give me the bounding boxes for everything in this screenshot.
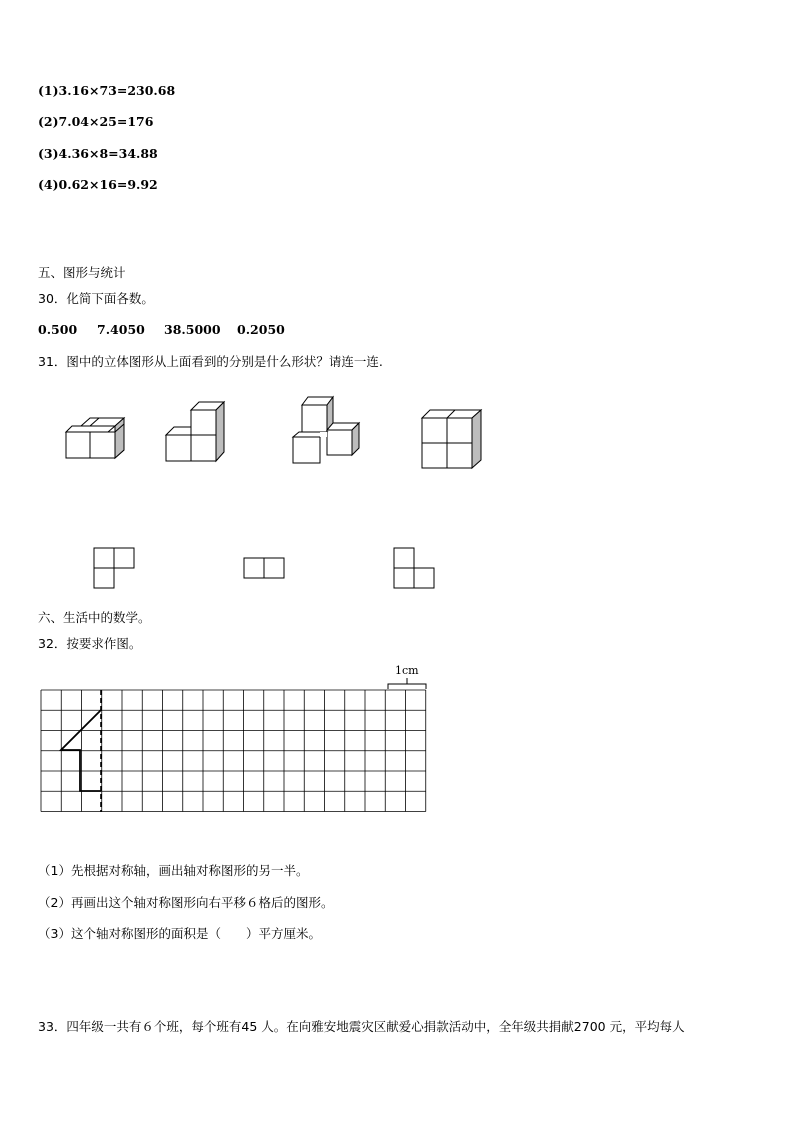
top-view-2 [244,558,284,578]
question-33: 33．四年级一共有６个班，每个班有45 人。在向雅安地震灾区献爱心捐款活动中，全年级共捐献2700 元，平均每人 [38,1019,685,1034]
square-grid [41,690,426,812]
solid-figure-1 [66,418,124,458]
half-shape [61,710,101,791]
top-view-3 [394,548,434,588]
number-4: 0.2050 [237,322,285,337]
solid-figure-3 [293,397,359,463]
scale-label: 1cm [395,664,419,677]
answer-line-3: (3)4.36×8=34.88 [38,146,158,161]
q32-item-3: （3）这个轴对称图形的面积是（ ）平方厘米。 [38,926,321,941]
top-view-1 [94,548,134,588]
answer-line-4: (4)0.62×16=9.92 [38,177,158,192]
number-3: 38.5000 [164,322,221,337]
answer-line-1: (1)3.16×73=230.68 [38,83,176,98]
solid-figure-2 [166,402,224,461]
section-title-6: 六、生活中的数学。 [38,610,151,625]
question-32: 32．按要求作图。 [38,636,142,651]
q32-item-2: （2）再画出这个轴对称图形向右平移６格后的图形。 [38,895,334,910]
question-31: 31．图中的立体图形从上面看到的分别是什么形状？请连一连. [38,354,383,369]
section-title-5: 五、图形与统计 [38,265,126,280]
scale-bracket [388,678,426,689]
q32-item-1: （1）先根据对称轴，画出轴对称图形的另一半。 [38,863,309,878]
solid-figure-4 [422,410,481,468]
answer-line-2: (2)7.04×25=176 [38,114,154,129]
number-1: 0.500 [38,322,78,337]
question-30: 30．化简下面各数。 [38,291,154,306]
number-2: 7.4050 [97,322,145,337]
